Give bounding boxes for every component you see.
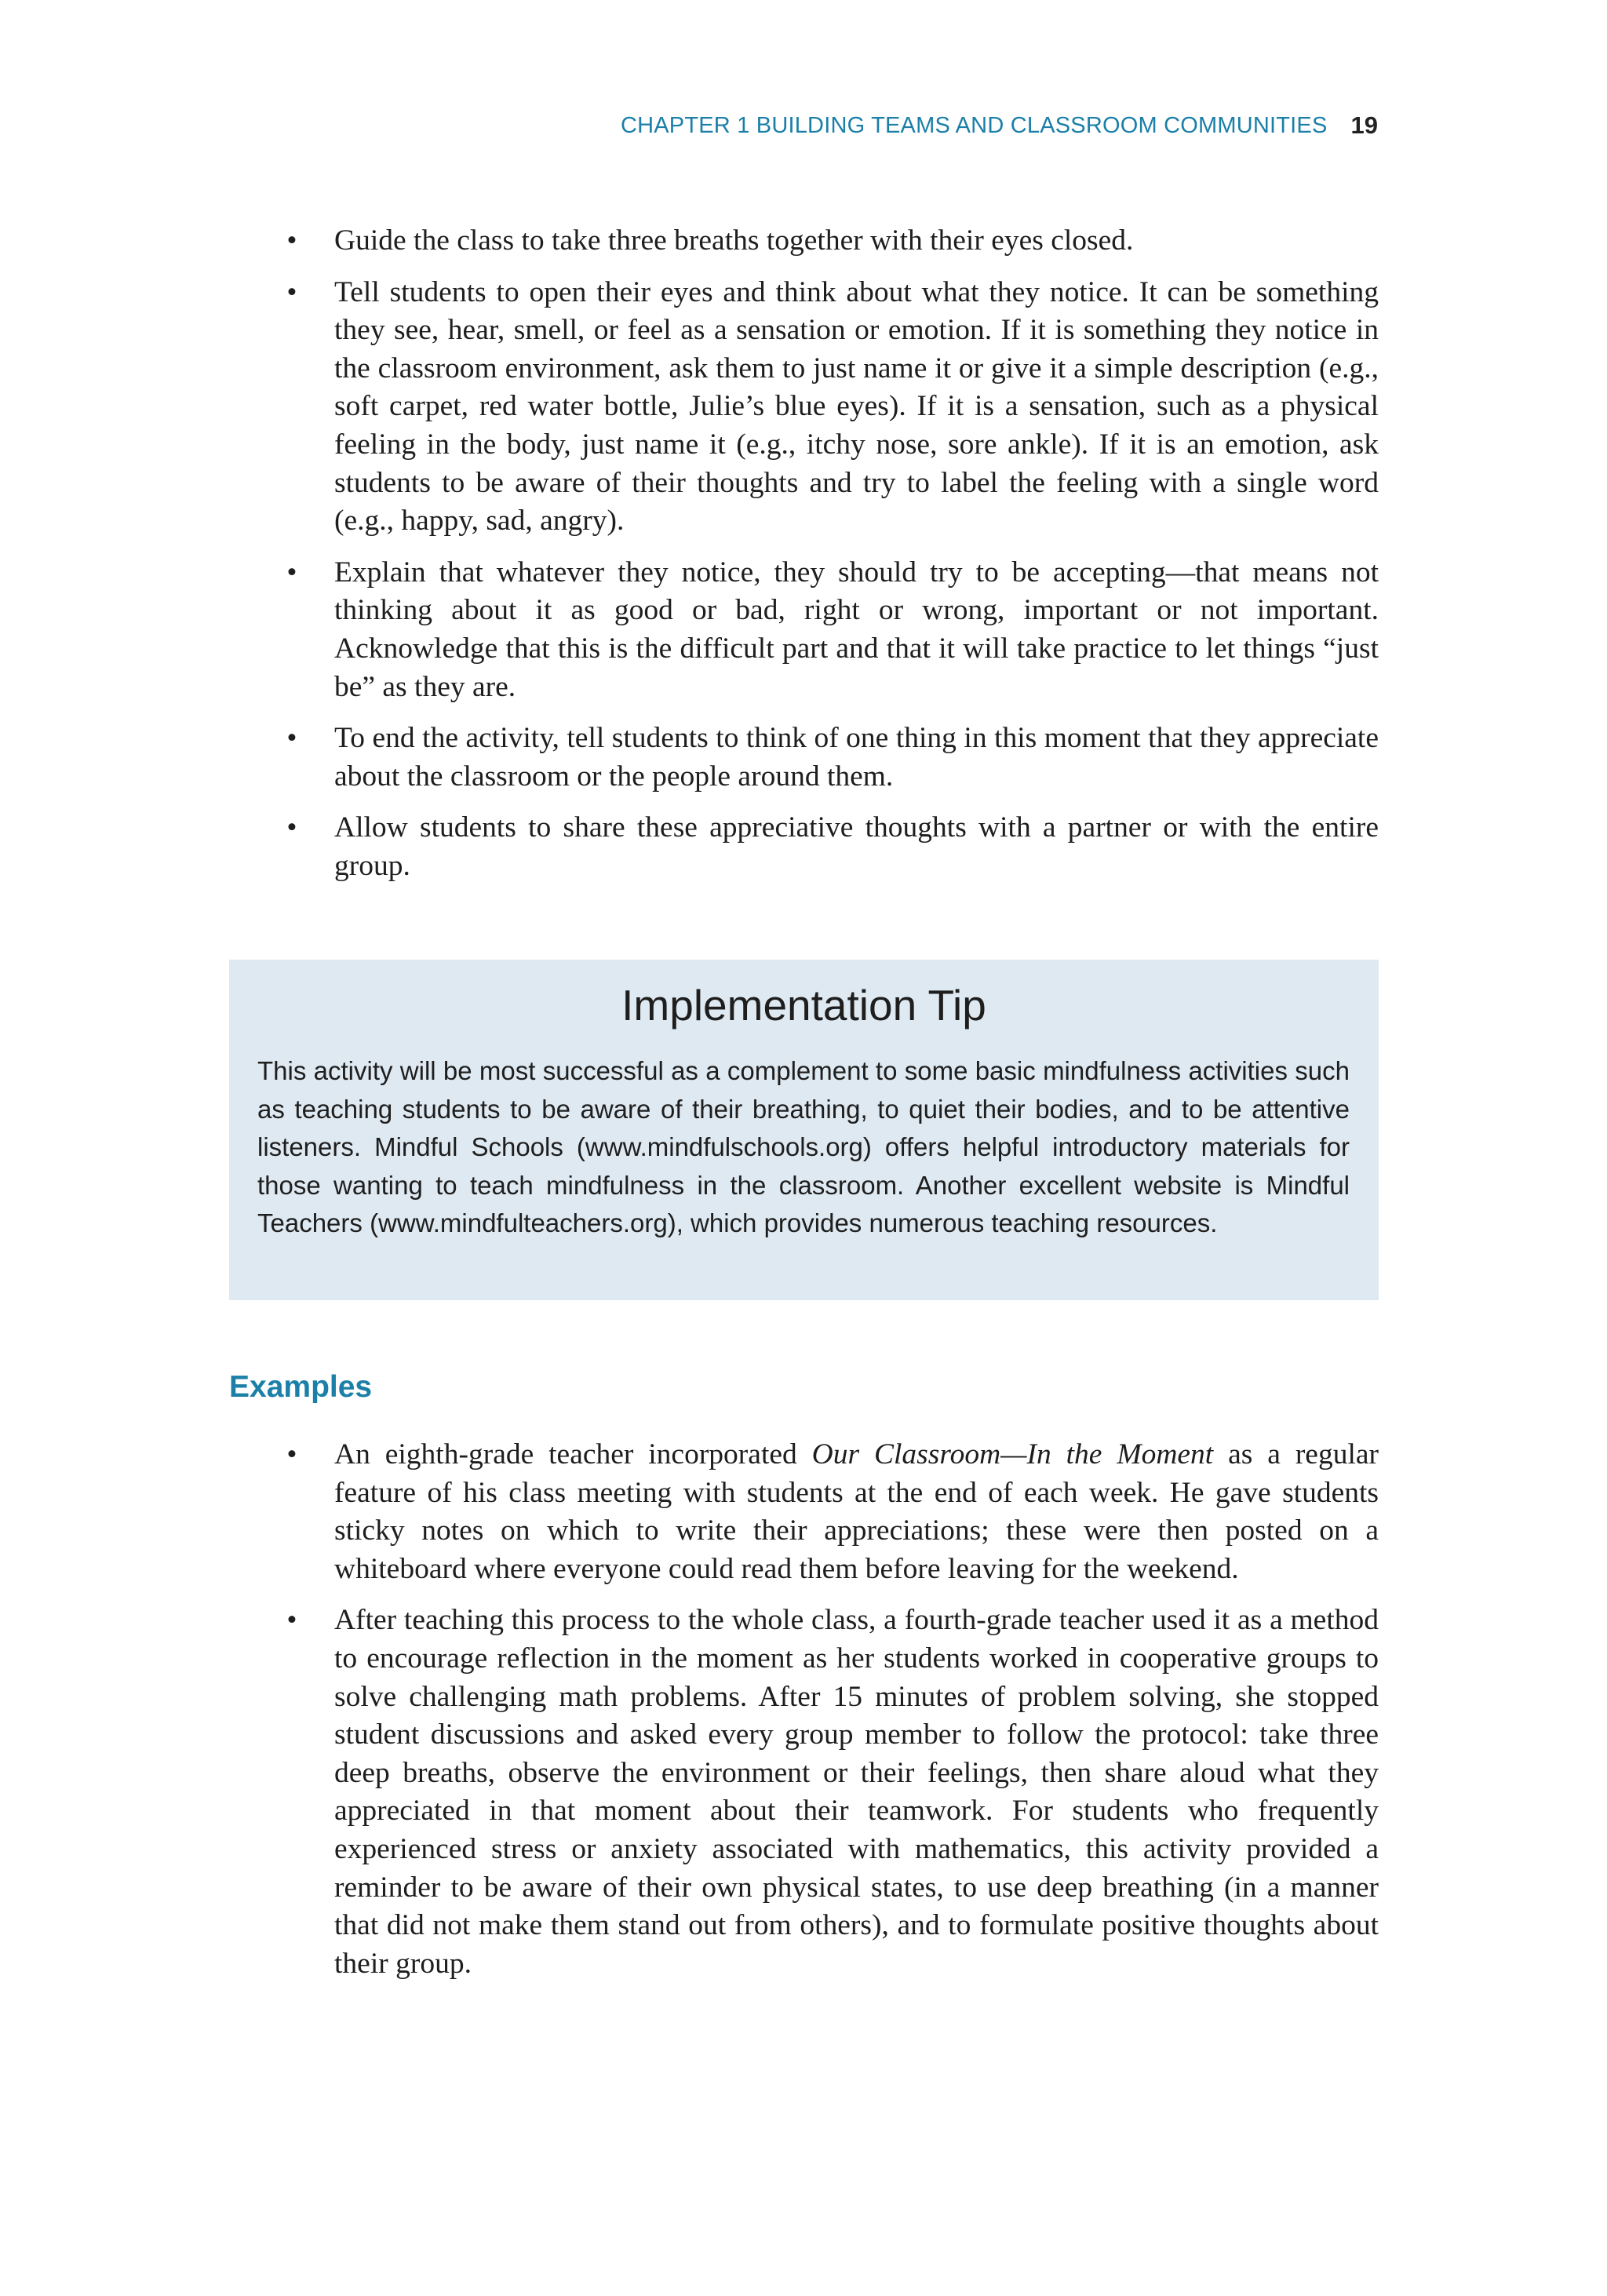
bullet-icon: • [286,811,297,844]
list-item-text: Explain that whatever they notice, they should try to be accepting—that means not thinking about it as good or bad, right or wrong, important or not important. Acknowledge that this is the difficult part and that it will take practice to let things “just be” as they are. [334,556,1379,703]
tip-body: This activity will be most successful as a complement to some basic mindfulness activities such as teaching students to be aware of their breathing, to quiet their bodies, and to be attentive listeners. Mindful Schools (www.mindfulschools.org) offers helpful introductory materials for those wanting to teach mindfulness in the classroom. Another excellent website is Mindful Teachers (www.mindfulteachers.org), which provides numerous teaching resources. [257,1056,1350,1238]
example-text-rest: as a regular feature of his class meeting with students at the end of each week. He gave students sticky notes on which to write their appreciations; these were then posted on a whiteboard where everyone could read them before leaving for the weekend. [334,1438,1379,1585]
tip-title: Implementation Tip [621,981,986,1030]
activity-title: Our Classroom—In the Moment [811,1438,1214,1471]
running-head [621,108,1378,143]
examples-heading: Examples [229,1370,373,1404]
bullet-icon: • [286,275,297,308]
example-text-lead: An eighth-grade teacher incorporated [334,1438,812,1471]
bullet-icon: • [286,224,297,257]
chapter-title: CHAPTER 1 BUILDING TEAMS AND CLASSROOM COMMUNITIES [620,112,1328,138]
implementation-tip-box [229,960,1379,1300]
bullet-icon: • [286,556,297,589]
list-item-text: Tell students to open their eyes and think about what they notice. It can be something they see, hear, smell, or feel as a sensation or emotion. If it is something they notice in the classroom environment, ask them to just name it or give it a simple description (e.g., soft carpet, red water bottle, Julie’s blue eyes). If it is a sensation, such as a physical feeling in the body, just name it (e.g., itchy nose, sore ankle). If it is an emotion, ask students to be aware of their thoughts and try to label the feeling with a single word (e.g., happy, sad, angry). [334,275,1379,538]
bullet-icon: • [286,1604,297,1637]
list-item [284,222,1379,261]
example-text: After teaching this process to the whole class, a fourth-grade teacher used it as a method to encourage reflection in the moment as her students worked in cooperative groups to solve challenging math problems. After 15 minutes of problem solving, she stopped student discussions and asked every group member to follow the protocol: take three deep breaths, observe the environment or their feelings, then share aloud what they appreciated in that moment about their teamwork. For students who frequently experienced stress or anxiety associated with mathematics, this activity provided a reminder to be aware of their own physical states, to use deep breathing (in a manner that did not make them stand out from others), and to formulate positive thoughts about their group. [334,1604,1379,1980]
list-item-text: Allow students to share these appreciative thoughts with a partner or with the entire group. [334,811,1379,882]
bullet-icon: • [286,722,297,755]
list-item-text: Guide the class to take three breaths together with their eyes closed. [334,224,1134,257]
activity-steps-list [284,222,1379,899]
bullet-icon: • [286,1438,297,1471]
list-item [284,809,1379,885]
list-item [284,1436,1379,1588]
list-item [284,1602,1379,1983]
list-item [284,274,1379,541]
list-item-text: To end the activity, tell students to think of one thing in this moment that they appreciate about the classroom or the people around them. [334,722,1379,793]
list-item [284,554,1379,706]
examples-list [284,1436,1379,1996]
list-item [284,720,1379,796]
page-number: 19 [1350,111,1378,139]
